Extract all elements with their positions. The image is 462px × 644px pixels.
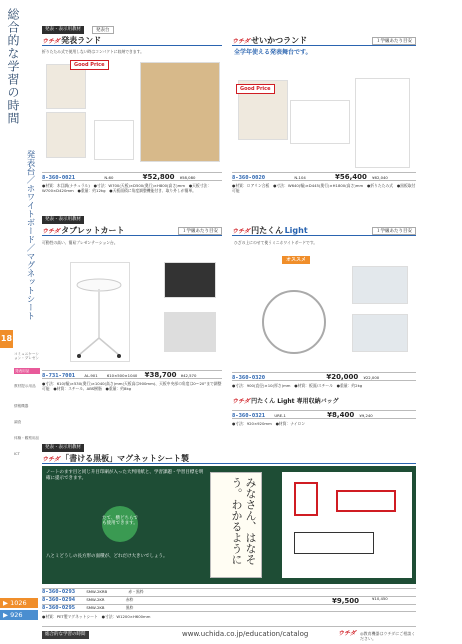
product-title: タブレットカート xyxy=(61,226,125,235)
good-price-label: Good Price xyxy=(236,84,275,94)
footer-brand: ウチダ xyxy=(338,630,356,637)
chapter-badge: 18 xyxy=(0,330,13,348)
spec-text: ●材質：木目調(ナチュラル) ●寸法：W700(天板)×D500(奥行)×H800(高さ)mm ●天板寸法：W700×D420mm ●重量：約12kg ●天板面積に角度調整機能付き、取り外しが簡単。 xyxy=(42,183,212,193)
row-model: SMW-2KR xyxy=(86,597,105,602)
product-code: 8-360-0021 xyxy=(42,175,76,181)
red-frame-sample xyxy=(294,482,318,516)
price: ¥52,800 xyxy=(142,173,175,181)
product-photo-main xyxy=(70,262,130,362)
row-2 xyxy=(42,604,416,612)
product-photo-main xyxy=(262,290,326,354)
price: ¥56,400 xyxy=(335,173,367,181)
product-code: 8-360-0320 xyxy=(232,375,266,381)
section2-header xyxy=(232,36,416,46)
row-price-tax: ¥10,450 xyxy=(372,596,388,601)
section4-header xyxy=(232,226,416,236)
price-tax: ¥42,570 xyxy=(180,373,197,378)
model-number: AL-901 xyxy=(84,373,98,378)
brand-logo: ウチダ xyxy=(42,38,60,45)
row-model: SMW-2KRB xyxy=(86,589,108,594)
bag-code: 8-360-0321 xyxy=(232,413,266,419)
section3-header xyxy=(42,226,222,236)
vertical-title: 総合的な学習の時間 xyxy=(6,8,20,125)
product-desc: 可動性の高い、簡易プレゼンテーション台。 xyxy=(42,240,118,245)
footer-note: ◎教育機器はウチダにご相談ください。 xyxy=(360,631,416,641)
bag-price-tax: ¥9,240 xyxy=(359,413,373,418)
row-code: 8-360-0293 xyxy=(42,589,76,595)
spec-text: ●材質：PET製マグネットシート ●寸法：W1200×H600mm xyxy=(42,614,151,619)
section5-header xyxy=(42,454,416,464)
recommend-badge: オススメ xyxy=(282,256,310,264)
category-tag: 発表・表示用教材 xyxy=(42,216,84,224)
price-tax: ¥62,040 xyxy=(372,175,388,180)
price-row xyxy=(42,172,222,181)
product-desc: ひざの上にのせて使うミニホワイトボードです。 xyxy=(234,240,318,245)
product-photo-main xyxy=(355,78,410,168)
price-row xyxy=(232,372,416,381)
category-tag: 発表・表示用教材 xyxy=(42,26,84,34)
sidebar-item-teaching-display[interactable]: 教材提示用品 xyxy=(14,384,36,388)
vertical-subtitle: 発表台／ホワイトボード／マグネットシート xyxy=(25,150,35,320)
tablet-detail-photo xyxy=(164,312,216,352)
product-photo-detail xyxy=(290,100,350,144)
spec-text: ●寸法：610(幅)×530(奥行)×1040(高さ)mm(天板高は900mm)、天板中央部の角度は0～20°まで調整可能 ●材質：スチール、ABS樹脂 ●重量：約8kg xyxy=(42,381,222,391)
product-desc: 全学年使える発表舞台です。 xyxy=(234,49,312,56)
row-1 xyxy=(42,596,416,604)
bag-model: URE-1 xyxy=(274,413,286,418)
row-note: 赤・黒枠 xyxy=(128,589,144,594)
section1-header xyxy=(42,36,222,46)
product-photo-scene2 xyxy=(352,314,408,352)
price: ¥20,000 xyxy=(326,373,359,381)
board-line2: 八とミどうしの長方形の面積が、どれだけ大きいでしょう。 xyxy=(46,554,168,559)
bag-title: 円たくん Light 専用収納バッグ xyxy=(251,398,339,405)
row-0 xyxy=(42,588,416,596)
guide-tag: １学級あたり目安 xyxy=(178,227,222,235)
bag-header xyxy=(232,398,416,407)
sidebar xyxy=(0,0,40,644)
price-tax: ¥22,000 xyxy=(363,375,380,380)
size: 610×500×1040 xyxy=(106,373,138,378)
sizes-diagram xyxy=(282,472,412,578)
product-photo-small xyxy=(46,112,86,158)
guide-tag: １学級あたり目安 xyxy=(372,227,416,235)
page-ref-2[interactable]: ▶ 926 xyxy=(0,610,38,620)
red-frame-wide xyxy=(336,490,396,512)
board-sample-vertical: みなさん、はなそう。わかるように xyxy=(210,472,262,578)
row-model: SMW-2KB xyxy=(86,605,105,610)
footer-url[interactable]: www.uchida.co.jp/education/catalog xyxy=(182,630,309,638)
product-desc: 折りたたみ式で使用しない時はコンパクトに収納できます。 xyxy=(42,49,144,54)
good-price-label: Good Price xyxy=(70,60,109,70)
product-title-suffix: Light xyxy=(284,226,308,235)
price: ¥38,700 xyxy=(144,371,177,379)
product-code: 8-731-7001 xyxy=(42,373,76,379)
page-ref-1[interactable]: ▶ 1026 xyxy=(0,598,38,608)
product-title: 発表ランド xyxy=(61,36,102,45)
brand-logo: ウチダ xyxy=(232,398,250,405)
price-tax: ¥58,080 xyxy=(179,175,196,180)
price-row xyxy=(42,370,222,379)
row-note: 黒枠 xyxy=(125,605,134,610)
bag-price-row xyxy=(232,410,416,419)
bag-spec: ●寸法：920×920mm ●材質：ナイロン xyxy=(232,421,306,426)
bag-price: ¥8,400 xyxy=(327,411,355,419)
footer xyxy=(42,626,416,640)
row-price: ¥9,500 xyxy=(332,597,360,605)
product-code: 8-360-0020 xyxy=(232,175,266,181)
bubble-note: たて、横どちらでも使用できます。 xyxy=(102,506,138,542)
guide-tag: １学級あたり目安 xyxy=(372,37,416,45)
product-title: せいかつランド xyxy=(251,36,308,45)
cart-illustration xyxy=(71,263,131,363)
sidebar-item-ict[interactable]: ICT xyxy=(14,452,20,456)
product-photo-folded xyxy=(46,64,86,109)
panel-desc: ノートのます目と同じ升目印刷が入った大判用紙と、学習課題・学習目標を明確に提示できます。 xyxy=(46,470,204,481)
brand-logo: ウチダ xyxy=(42,456,60,463)
sidebar-item-info-devices[interactable]: 情報機器 xyxy=(14,404,29,408)
model-number: N-104 xyxy=(294,175,306,180)
model-number: N-60 xyxy=(104,175,114,180)
footer-tag: 総合的な学習の時間 xyxy=(42,631,89,639)
brand-logo: ウチダ xyxy=(232,38,250,45)
price-row xyxy=(232,172,416,181)
row-code: 8-360-0294 xyxy=(42,597,76,603)
brand-logo: ウチダ xyxy=(42,228,60,235)
sidebar-item-experience[interactable]: 体験・観察用品 xyxy=(14,436,40,440)
tablet-photo xyxy=(164,262,216,298)
black-frame-sample xyxy=(294,532,374,554)
subcategory-tag: 発表台 xyxy=(92,26,114,34)
product-photo-scene1 xyxy=(352,266,408,304)
sidebar-item-presentation[interactable]: コミュニケーション・プレゼン xyxy=(14,352,40,361)
product-photo-detail xyxy=(94,120,134,160)
category-tag: 発表・表示用教材 xyxy=(42,444,84,452)
row-note: 赤枠 xyxy=(125,597,134,602)
product-title: 円たくん xyxy=(251,226,284,235)
sidebar-item-survey[interactable]: 調査 xyxy=(14,420,22,424)
product-photo-main xyxy=(140,62,220,162)
row-code: 8-360-0295 xyxy=(42,605,76,611)
sidebar-item-presentation-tools[interactable]: 発表用品 xyxy=(14,368,40,374)
spec-text: ●材質：ロアリン合板 ●寸法：W640(幅)×D445(奥行)×H1800(高さ)mm ●折りたたみ式 ●黒板取付可能 xyxy=(232,183,416,193)
blackboard-panel xyxy=(42,466,416,584)
product-title: 「書ける黒板」マグネットシート製 xyxy=(61,454,190,463)
spec-text: ●寸法：900(直径)×10(厚さ)mm ●材質：板面/スチール ●重量：約2kg xyxy=(232,383,363,388)
brand-logo: ウチダ xyxy=(232,228,250,235)
